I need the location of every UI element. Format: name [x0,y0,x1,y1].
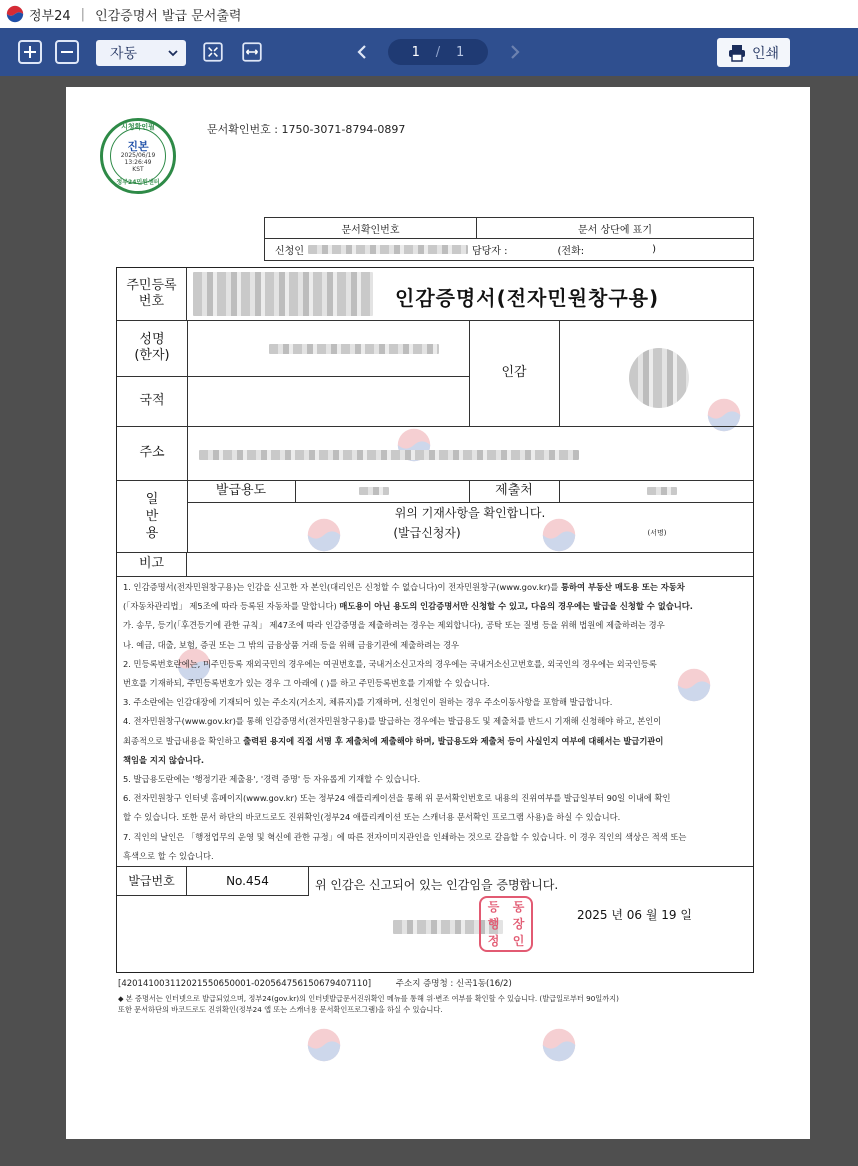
note-text: 1. 인감증명서(전자민원창구용)는 인감을 신고한 자 본인(대리인은 신청할 수 없습니다)이 전자민원창구(www.gov.kr)를 [123,582,562,592]
note-line [123,732,749,751]
note-line [123,847,749,866]
note-line [123,712,749,731]
note-text: 5. 발급용도란에는 '행정기관 제출용', '경력 증명' 등 자유롭게 기재할 수 있습니다. [123,774,421,785]
note-text: 번호를 기재하되, 주민등록번호가 있는 경우 그 아래에 ( )를 하고 주민등록번호를 기재할 수 있습니다. [123,678,490,689]
footer-notes [118,993,758,1015]
document-info-box: 문서확인번호 문서 상단에 표기 신청인 담당자 : (전화: ) [264,217,754,261]
redacted-purpose [359,487,389,495]
note-emphasis: 책임을 지지 않습니다. [123,754,205,765]
document-page [66,87,810,1139]
name-label: 성명 (한자) [134,332,170,363]
doc-confirm-header: 문서확인번호 [265,218,477,239]
redacted-seal-image [629,348,689,408]
certificate-form [116,267,754,973]
fit-width-button[interactable] [240,40,264,64]
stamp-char: 등 [487,899,500,914]
fit-page-icon [202,41,224,63]
document-viewer[interactable] [0,76,858,1166]
note-line [123,674,749,693]
note-text: 2. 민등록번호란에는, 미주민등록 재외국민의 경우에는 여권번호를, 국내거소신고자의 경우에는 국내거소신고번호를, 외국인의 경우에는 외국인등록 [123,658,657,669]
purpose-label: 발급용도 [215,483,267,498]
submit-to-label: 제출처 [495,483,533,498]
note-line [123,770,749,789]
footer-note: ◆ 본 증명서는 인터넷으로 발급되었으며, 정부24(gov.kr)의 인터넷발급문서진위확인 메뉴를 통해 위·변조 여부를 확인할 수 있습니다. (발급일로부터 90일까지) [118,994,619,1003]
current-page-input[interactable]: 1 [411,44,420,60]
note-line [123,808,749,827]
zoom-select[interactable] [96,40,186,66]
note-text: 7. 직인의 날인은 「행정업무의 운영 및 혁신에 관한 규정」에 따른 전자이미지관인을 인쇄하는 것으로 갈음할 수 있습니다. 이 경우 직인의 색상은 적색 또는 [123,831,687,842]
next-page-icon[interactable] [507,44,523,60]
note-line [123,693,749,712]
note-line [123,597,749,616]
watermark-emblem-icon [541,1027,577,1063]
note-text: 3. 주소란에는 인감대장에 기재되어 있는 주소지(거소지, 체류지)를 기재하며, 신청인이 원하는 경우 주소이동사항을 포함해 발급합니다. [123,697,613,708]
applicant-sign-label: (발급신청자) [393,526,461,540]
minus-icon [59,44,75,60]
stamp-char: 행 [487,916,500,931]
window-title: 인감증명서 발급 문서출력 [95,8,242,24]
note-text: 6. 전자민원창구 인터넷 홈페이지(www.gov.kr) 또는 정부24 애플리케이션을 통해 위 문서확인번호로 내용의 진위여부를 발급일부터 90일 이내에 확인 [123,793,671,804]
issue-number-label: 발급번호 [117,866,187,896]
print-label: 인쇄 [751,45,780,62]
note-line [123,578,749,597]
certificate-title: 인감증명서(전자민원창구용) [395,286,660,310]
note-text: 할 수 있습니다. 또한 문서 하단의 바코드로도 진위확인(정부24 애플리케이션 또는 스캐너용 문서확인 프로그램 사용)을 하실 수 있습니다. [123,812,621,823]
general-use-label: 일 반 용 [145,491,159,541]
issue-date: 2025 년 06 월 19 일 [577,908,692,922]
redacted-submit-to [647,487,677,495]
note-text: 최종적으로 발급내용을 확인하고 [123,735,244,746]
nationality-label: 국적 [139,393,165,408]
note-line [123,616,749,635]
redacted-applicant [308,245,468,254]
note-text: 흑색으로 할 수 있습니다. [123,850,214,861]
footer-code-line [118,977,512,989]
zoom-in-button[interactable] [18,40,42,64]
zoom-out-button[interactable] [55,40,79,64]
fit-width-icon [241,41,263,63]
footer-code: [420141003112021550650001-020564756150679407110] [118,979,372,989]
note-line [123,828,749,847]
window-titlebar [0,0,858,28]
stamp-char: 정 [487,934,500,949]
note-line [123,789,749,808]
resident-number-label: 주민등록 번호 [117,268,187,320]
confirm-text: 위의 기재사항을 확인합니다. [394,506,546,520]
note-line [123,655,749,674]
redacted-resident-number [193,272,373,316]
stamp-char: 장 [512,916,525,931]
title-separator: | [80,6,86,22]
previous-page-icon[interactable] [354,44,370,60]
page-separator: / [435,44,441,60]
note-text: 가. 송무, 등기(「후견등기에 관한 규칙」 제47조에 따라 인감증명을 제출하려는 경우는 제외합니다), 공탁 또는 질병 등을 위해 법원에 제출하려는 경우 [123,620,665,631]
app-name: 정부24 [29,8,71,24]
doc-top-marking-header: 문서 상단에 표기 [578,225,652,236]
signature-label: (서명) [647,529,667,537]
redacted-name [269,344,439,354]
remarks-label: 비고 [117,552,187,576]
note-emphasis: 통하여 부동산 매도용 또는 자동차 [561,582,685,592]
note-text: (「자동차관리법」 제5조에 따라 등록된 자동차를 말합니다) [123,601,340,612]
total-pages: 1 [456,44,465,60]
notes-list [123,578,749,866]
document-confirm-number: 문서확인번호 : 1750-3071-8794-0897 [207,123,406,136]
authenticity-seal: 시청확인필 진본 2025/06/19 13:26:49 KST 정부24민원센터 [100,118,176,194]
fit-page-button[interactable] [201,40,225,64]
redacted-address [199,450,579,460]
manager-label: 담당자 : [471,246,508,257]
zoom-value: 자동 [110,46,138,62]
certify-text: 위 인감은 신고되어 있는 인감임을 증명합니다. [315,878,559,892]
page-indicator [388,39,488,65]
print-button[interactable] [717,38,790,67]
note-text: 4. 전자민원창구(www.gov.kr)를 통해 인감증명서(전자민원창구용)를 발급하는 경우에는 발급용도 및 제출처를 반드시 기재해 신청해야 하고, 본인이 [123,716,662,727]
applicant-label: 신청인 [275,246,304,257]
stamp-char: 인 [512,934,525,949]
phone-label: (전화: [557,246,585,257]
chevron-down-icon [168,48,178,58]
address-label: 주소 [139,445,165,460]
stamp-char: 동 [512,899,525,914]
footer-office: 주소지 증명청 : 신곡1동(16/2) [395,979,512,989]
note-line [123,636,749,655]
note-line [123,751,749,770]
printer-icon [728,44,746,62]
gov24-logo-icon [6,5,24,23]
note-emphasis: 매도용이 아닌 용도의 인감증명서만 신청할 수 있고, 다음의 경우에는 발급을 신청할 수 없습니다. [339,601,693,612]
plus-icon [22,44,38,60]
footer-note: 또한 문서하단의 바코드로도 진위확인(정부24 앱 또는 스캐너용 문서확인프로그램)을 하실 수 있습니다. [118,1005,443,1014]
watermark-emblem-icon [306,1027,342,1063]
note-text: 나. 예금, 대출, 보험, 증권 또는 그 밖의 금융상품 거래 등을 위해 금융기관에 제출하려는 경우 [123,639,460,650]
official-stamp [479,896,533,952]
seal-label: 인감 [501,365,527,380]
note-emphasis: 출력된 용지에 직접 서명 후 제출처에 제출해야 하며, 발급용도와 제출처 등이 사실인지 여부에 대해서는 발급기관이 [243,735,664,746]
issue-number: No.454 [187,866,309,896]
